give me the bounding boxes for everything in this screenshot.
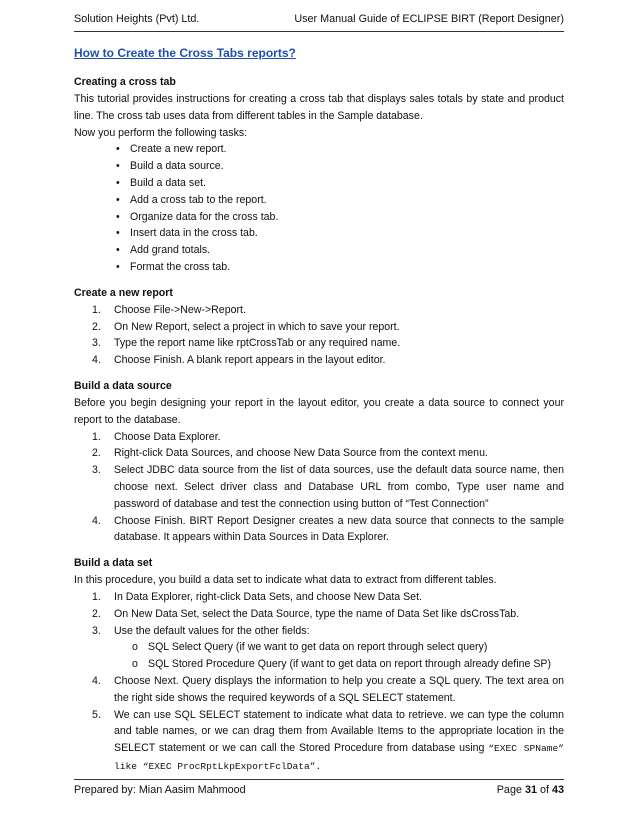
list-item: 1. In Data Explorer, right-click Data Sets, and choose New Data Set. [92, 590, 422, 603]
creating-cross-tab-section [74, 74, 564, 276]
list-item: 2. On New Data Set, select the Data Source, type the name of Data Set like dsCrossTab. [92, 607, 520, 620]
page-header [74, 13, 564, 29]
list-item: • Build a data source. [74, 158, 564, 175]
list-item: 4. Choose Next. Query displays the information to help you create a SQL query. The text area on the right side shows the required keywords of a SQL SELECT statement. [92, 674, 564, 704]
list-item: 1. Choose Data Explorer. [92, 430, 221, 443]
list-item: • Organize data for the cross tab. [74, 209, 564, 226]
bullet-icon: • [116, 193, 120, 206]
footer-author: Prepared by: Mian Aasim Mahmood [74, 784, 246, 796]
list-item: • Create a new report. [74, 141, 564, 158]
creating-intro: This tutorial provides instructions for creating a cross tab that displays sales totals by state and product line. The cross tab uses data from different tables in the Sample database. [74, 93, 564, 122]
bullet-icon: • [116, 176, 120, 189]
list-item: 2. On New Report, select a project in which to save your report. [92, 320, 400, 333]
page-footer [74, 784, 564, 800]
list-item: • Insert data in the cross tab. [74, 225, 564, 242]
list-item: • Format the cross tab. [74, 259, 564, 276]
list-item: 4. Choose Finish. A blank report appears in the layout editor. [92, 354, 386, 367]
list-item: o SQL Select Query (if we want to get data on report through select query) [114, 639, 564, 656]
data-source-steps [74, 429, 564, 547]
tasks-intro: Now you perform the following tasks: [74, 126, 248, 139]
data-set-heading: Build a data set [74, 557, 153, 570]
new-report-section [74, 285, 564, 369]
bullet-icon: • [116, 210, 120, 223]
page-number: Page 31 of 43 [496, 784, 564, 796]
list-item: • Add grand totals. [74, 242, 564, 259]
list-item: 3. Type the report name like rptCrossTab or any required name. [92, 337, 401, 350]
new-report-steps [74, 302, 564, 369]
footer-divider [74, 779, 564, 780]
bullet-icon: • [116, 260, 120, 273]
list-item: 3. Use the default values for the other fields: o SQL Select Query (if we want to get data on report through select query) o SQL Stored Procedure Query (if want to get data on report through already define SP) [74, 623, 564, 673]
task-list [74, 141, 564, 275]
data-set-section [74, 555, 564, 776]
bullet-icon: • [116, 227, 120, 240]
list-item: • Add a cross tab to the report. [74, 192, 564, 209]
new-report-heading: Create a new report [74, 286, 173, 299]
page-content [74, 45, 564, 776]
sql-example-code: “EXEC SPName” like “EXEC ProcRptLkpExportFclData”. [114, 743, 565, 772]
bullet-icon: • [116, 244, 120, 257]
list-item: 5. We can use SQL SELECT statement to indicate what data to retrieve. we can type the column and table names, or we can drag them from Available Items to the appropriate location in the SELECT statement or we can call the Stored Procedure from database using “EXEC SPName” like “EXEC ProcRptLkpExportFclData”. [92, 708, 565, 772]
list-item: 1. Choose File->New->Report. [92, 303, 246, 316]
bullet-icon: • [116, 160, 120, 173]
data-set-steps [74, 589, 564, 776]
circle-bullet-icon: o [132, 641, 138, 654]
data-source-intro: Before you begin designing your report in the layout editor, you create a data source to connect your report to the database. [74, 396, 564, 426]
circle-bullet-icon: o [132, 658, 138, 671]
bullet-icon: • [116, 143, 120, 156]
list-item: 2. Right-click Data Sources, and choose New Data Source from the context menu. [92, 447, 488, 460]
list-item: o SQL Stored Procedure Query (if want to get data on report through already define SP) [114, 656, 564, 673]
data-set-intro: In this procedure, you build a data set to indicate what data to extract from different tables. [74, 574, 497, 587]
data-source-heading: Build a data source [74, 379, 172, 392]
header-company: Solution Heights (Pvt) Ltd. [74, 13, 200, 25]
section-title-link[interactable]: How to Create the Cross Tabs reports? [74, 46, 296, 60]
list-item: 3. Select JDBC data source from the list of data sources, use the default data source name, then choose next. Select driver class and Database URL from combo, Type user name and password of database and test the connection using button of “Test Connection” [92, 464, 564, 510]
query-type-list [114, 639, 564, 673]
creating-heading: Creating a cross tab [74, 76, 176, 88]
list-item: • Build a data set. [74, 175, 564, 192]
header-doc-title: User Manual Guide of ECLIPSE BIRT (Report Designer) [294, 13, 564, 25]
data-source-section [74, 378, 564, 546]
list-item: 4. Choose Finish. BIRT Report Designer creates a new data source that connects to the sample database. It appears within Data Sources in Data Explorer. [92, 514, 564, 544]
header-divider [74, 31, 564, 32]
